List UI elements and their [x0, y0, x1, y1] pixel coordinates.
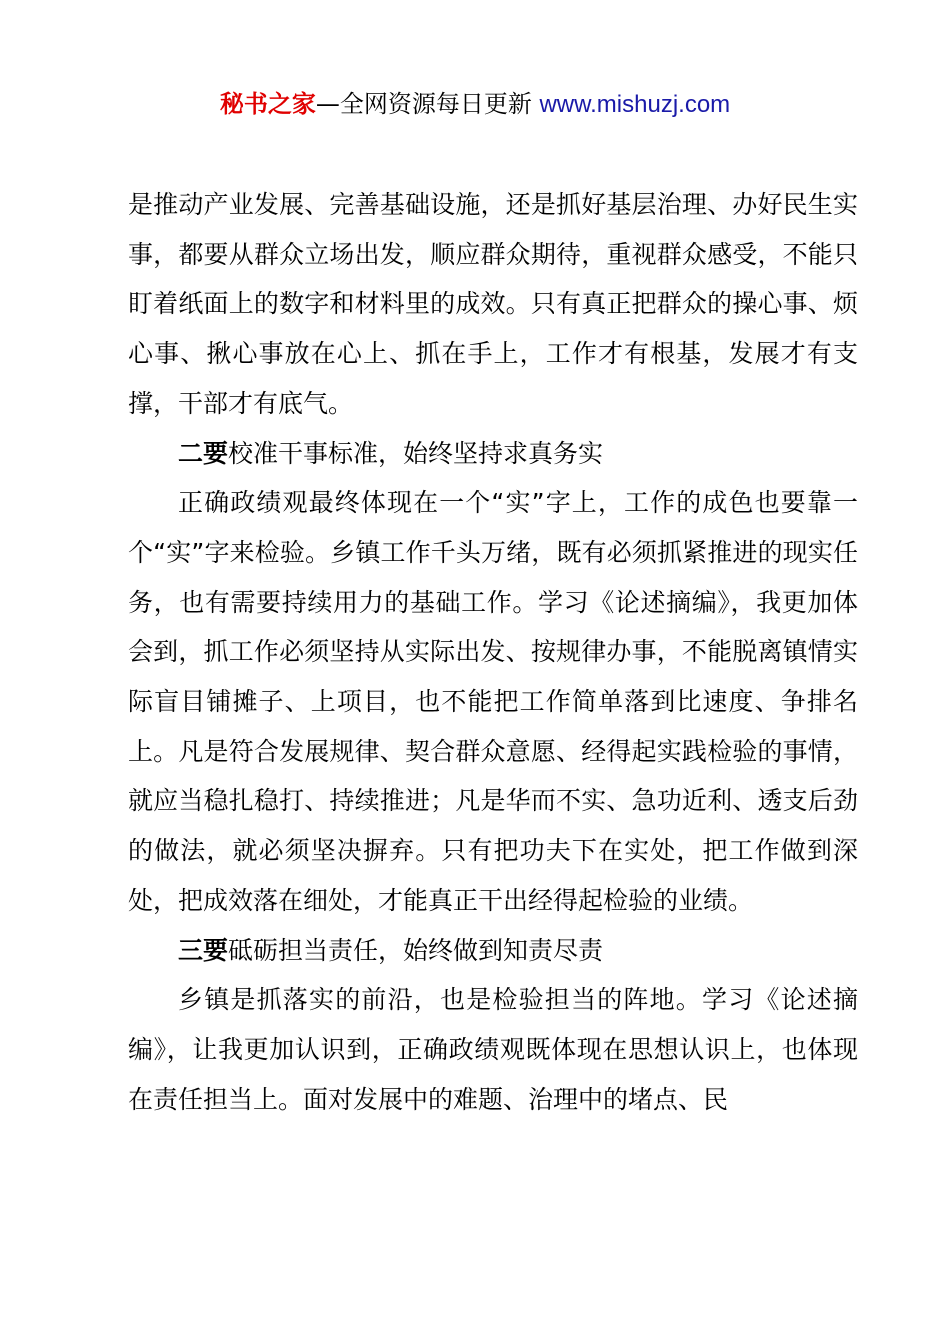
section-heading-3-lead: 三要	[178, 935, 229, 965]
section-heading-2	[128, 429, 858, 479]
site-brand: 秘书之家	[219, 90, 316, 118]
paragraph-section-2: 正确政绩观最终体现在一个“实”字上，工作的成色也要靠一个“实”字来检验。乡镇工作千头万绪，既有必须抓紧推进的现实任务，也有需要持续用力的基础工作。学习《论述摘编》，我更加体会到，抓工作必须坚持从实际出发、按规律办事，不能脱离镇情实际盲目铺摊子、上项目，也不能把工作简单落到比速度、争排名上。凡是符合发展规律、契合群众意愿、经得起实践检验的事情，就应当稳扎稳打、持续推进；凡是华而不实、急功近利、透支后劲的做法，就必须坚决摒弃。只有把功夫下在实处，把工作做到深处，把成效落在细处，才能真正干出经得起检验的业绩。	[128, 488, 858, 915]
section-heading-2-lead: 二要	[178, 438, 229, 468]
section-heading-3	[128, 926, 858, 976]
paragraph-section-3: 乡镇是抓落实的前沿，也是检验担当的阵地。学习《论述摘编》，让我更加认识到，正确政绩观既体现在思想认识上，也体现在责任担当上。面对发展中的难题、治理中的堵点、民	[128, 985, 858, 1114]
section-heading-2-text: 校准干事标准，始终坚持求真务实	[228, 438, 604, 468]
site-tagline: —全网资源每日更新	[315, 90, 532, 118]
site-header	[0, 84, 950, 125]
section-heading-3-text: 砥砺担当责任，始终做到知责尽责	[228, 935, 604, 965]
site-url-link[interactable]: www.mishuzj.com	[539, 91, 731, 118]
document-body	[128, 180, 858, 1124]
paragraph-continued: 是推动产业发展、完善基础设施，还是抓好基层治理、办好民生实事，都要从群众立场出发，顺应群众期待，重视群众感受，不能只盯着纸面上的数字和材料里的成效。只有真正把群众的操心事、烦心事、揪心事放在心上、抓在手上，工作才有根基，发展才有支撑，干部才有底气。	[128, 190, 858, 418]
